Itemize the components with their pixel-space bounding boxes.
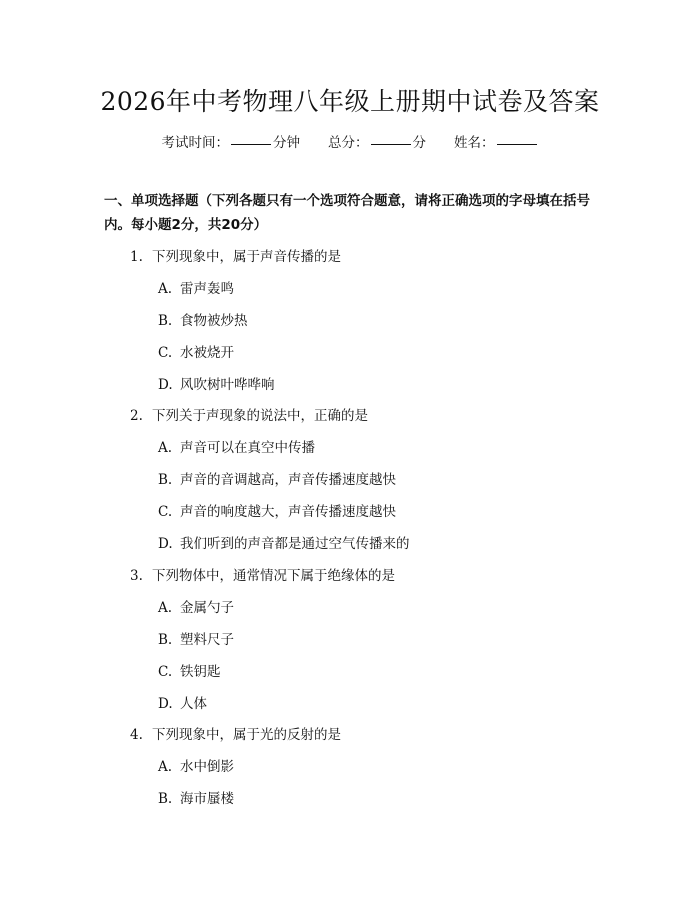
option-text: 声音可以在真空中传播 bbox=[180, 440, 315, 456]
q2-option-c[interactable] bbox=[158, 500, 396, 520]
option-text: 塑料尺子 bbox=[180, 632, 234, 648]
option-letter: C. bbox=[158, 664, 173, 680]
q4-option-a[interactable] bbox=[158, 755, 234, 775]
option-text: 雷声轰鸣 bbox=[180, 281, 234, 297]
q2-option-b[interactable] bbox=[158, 468, 396, 488]
option-letter: D. bbox=[158, 696, 173, 712]
option-text: 水被烧开 bbox=[180, 345, 234, 361]
option-letter: C. bbox=[158, 345, 173, 361]
name-blank[interactable] bbox=[497, 144, 537, 145]
section-heading: 一、单项选择题（下列各题只有一个选项符合题意，请将正确选项的字母填在括号内。每小题2分，共20分） bbox=[104, 193, 590, 233]
option-letter: A. bbox=[158, 600, 173, 616]
question-text: 下列现象中，属于光的反射的是 bbox=[152, 727, 341, 743]
question-number: 1. bbox=[130, 249, 143, 265]
q3-option-b[interactable] bbox=[158, 628, 234, 648]
question-text: 下列现象中，属于声音传播的是 bbox=[152, 249, 341, 265]
option-text: 海市蜃楼 bbox=[180, 791, 234, 807]
option-letter: B. bbox=[158, 632, 173, 648]
option-text: 水中倒影 bbox=[180, 759, 234, 775]
score-field bbox=[328, 131, 426, 151]
question-number: 3. bbox=[130, 568, 143, 584]
score-blank[interactable] bbox=[371, 144, 411, 145]
question-text: 下列关于声现象的说法中，正确的是 bbox=[152, 408, 368, 424]
q1-option-c[interactable] bbox=[158, 341, 234, 361]
question-2 bbox=[130, 404, 368, 424]
q2-option-a[interactable] bbox=[158, 436, 315, 456]
question-number: 2. bbox=[130, 408, 143, 424]
question-3 bbox=[130, 564, 395, 584]
option-letter: A. bbox=[158, 440, 173, 456]
option-letter: B. bbox=[158, 313, 173, 329]
question-1 bbox=[130, 245, 341, 265]
option-letter: B. bbox=[158, 472, 173, 488]
q4-option-b[interactable] bbox=[158, 787, 234, 807]
score-unit: 分 bbox=[412, 135, 426, 151]
score-label: 总分： bbox=[328, 135, 369, 151]
option-text: 人体 bbox=[180, 696, 207, 712]
option-letter: D. bbox=[158, 536, 173, 552]
question-number: 4. bbox=[130, 727, 143, 743]
option-text: 声音的音调越高，声音传播速度越快 bbox=[180, 472, 396, 488]
option-text: 铁钥匙 bbox=[180, 664, 221, 680]
option-letter: A. bbox=[158, 281, 173, 297]
time-label: 考试时间： bbox=[161, 135, 229, 151]
q1-option-a[interactable] bbox=[158, 277, 234, 297]
option-text: 声音的响度越大，声音传播速度越快 bbox=[180, 504, 396, 520]
option-letter: B. bbox=[158, 791, 173, 807]
q2-option-d[interactable] bbox=[158, 532, 410, 552]
name-field bbox=[454, 131, 539, 151]
q1-option-b[interactable] bbox=[158, 309, 248, 329]
name-label: 姓名： bbox=[454, 135, 495, 151]
exam-meta bbox=[0, 131, 700, 151]
question-4 bbox=[130, 723, 341, 743]
time-field bbox=[162, 131, 301, 151]
page-title: 2026年中考物理八年级上册期中试卷及答案 bbox=[100, 87, 600, 116]
option-text: 风吹树叶哗哗响 bbox=[180, 377, 275, 393]
option-text: 金属勺子 bbox=[180, 600, 234, 616]
q3-option-c[interactable] bbox=[158, 660, 221, 680]
q3-option-d[interactable] bbox=[158, 692, 207, 712]
option-letter: A. bbox=[158, 759, 173, 775]
q1-option-d[interactable] bbox=[158, 373, 275, 393]
option-letter: D. bbox=[158, 377, 173, 393]
option-text: 食物被炒热 bbox=[180, 313, 248, 329]
time-unit: 分钟 bbox=[273, 135, 300, 151]
option-letter: C. bbox=[158, 504, 173, 520]
time-blank[interactable] bbox=[231, 144, 271, 145]
q3-option-a[interactable] bbox=[158, 596, 234, 616]
option-text: 我们听到的声音都是通过空气传播来的 bbox=[180, 536, 410, 552]
question-text: 下列物体中，通常情况下属于绝缘体的是 bbox=[152, 568, 395, 584]
